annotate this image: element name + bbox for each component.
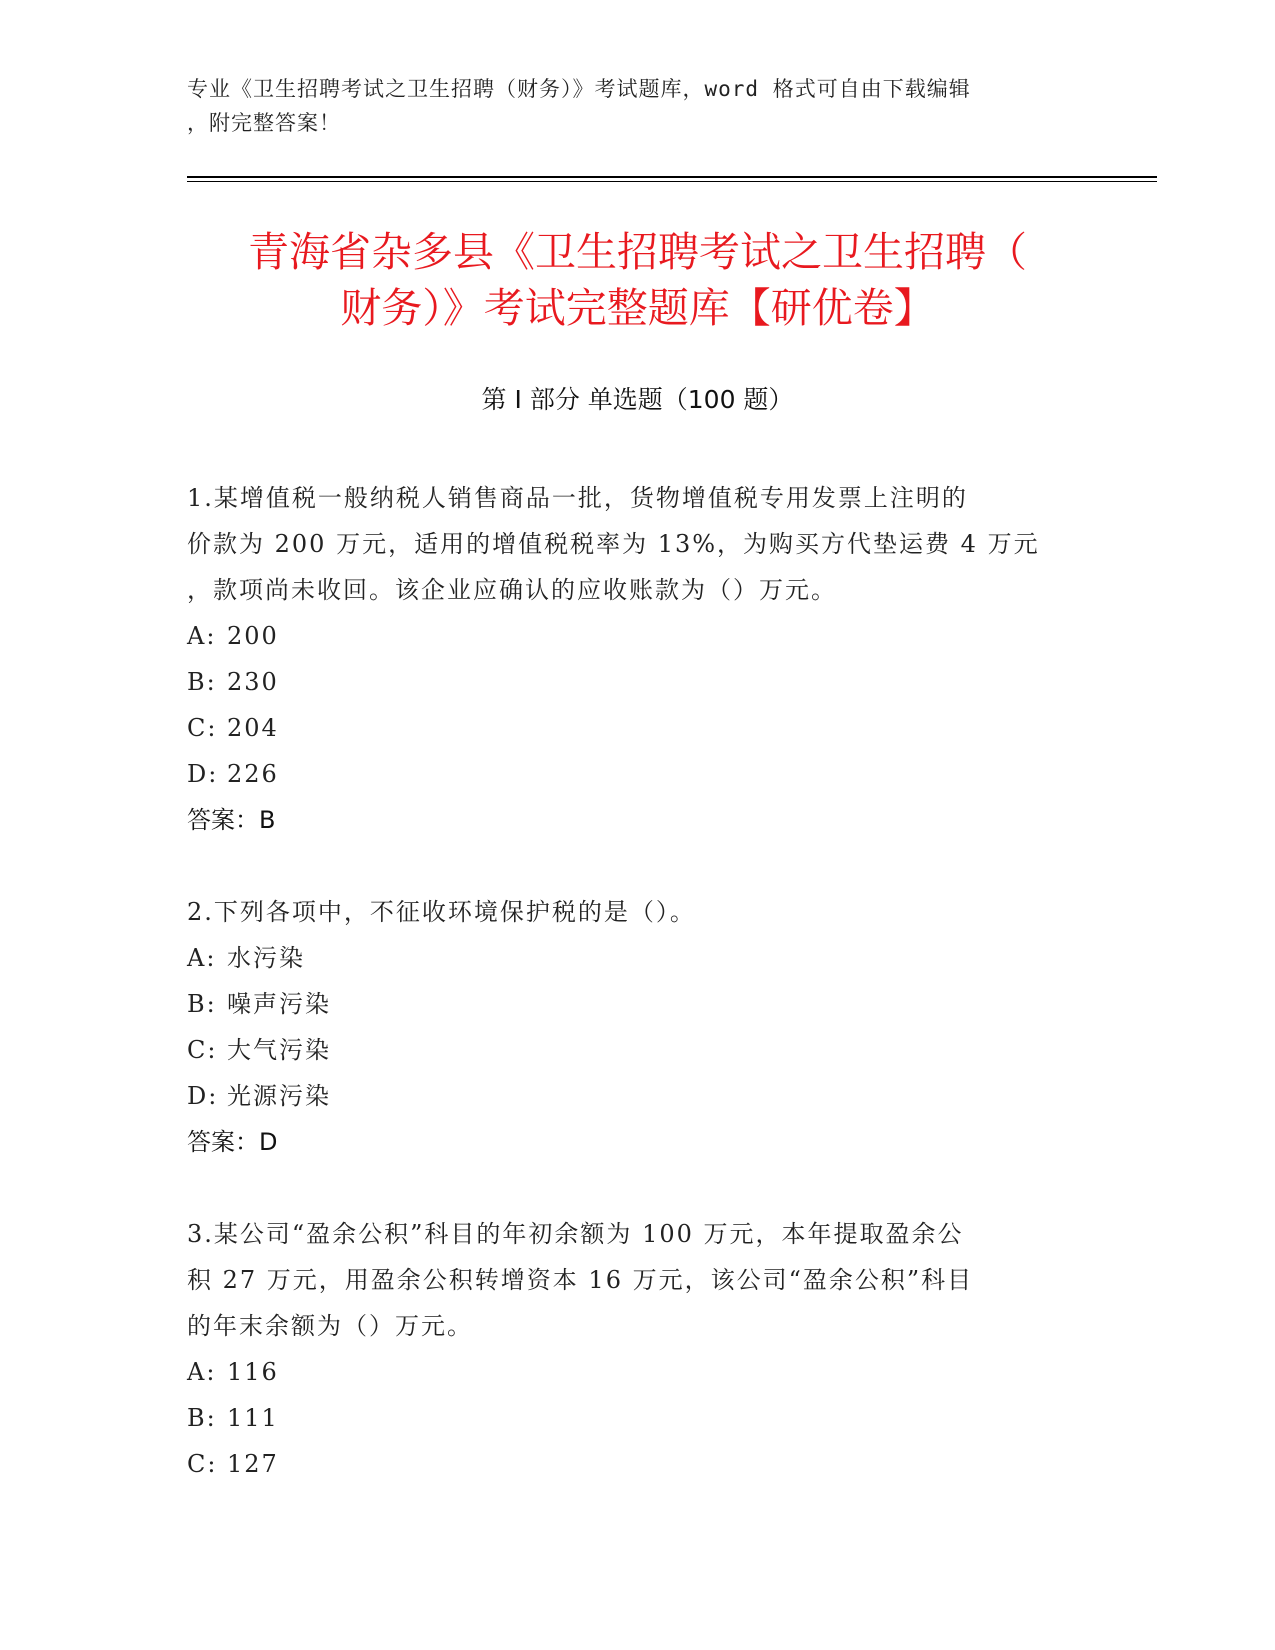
intro-line: 专业《卫生招聘考试之卫生招聘（财务）》考试题库，word 格式可自由下载编辑 bbox=[187, 77, 971, 101]
section-heading: 第 I 部分 单选题（100 题） bbox=[481, 385, 794, 414]
option-text: 200 bbox=[227, 622, 279, 650]
option-letter: A: bbox=[187, 944, 217, 972]
question-stem-line: 3.某公司“盈余公积”科目的年初余额为 100 万元，本年提取盈余公 bbox=[187, 1220, 964, 1248]
option-letter: A: bbox=[187, 1358, 217, 1386]
question-item bbox=[187, 475, 1087, 843]
option-letter: B: bbox=[187, 668, 217, 696]
option-text: 226 bbox=[227, 760, 279, 788]
option-text: 光源污染 bbox=[227, 1082, 331, 1110]
question-option bbox=[187, 1027, 1087, 1073]
option-text: 204 bbox=[227, 714, 279, 742]
option-letter: C: bbox=[187, 1450, 218, 1478]
question-stem-line: 价款为 200 万元，适用的增值税税率为 13%，为购买方代垫运费 4 万元 bbox=[187, 530, 1040, 558]
option-text: 111 bbox=[227, 1404, 279, 1432]
question-option bbox=[187, 1441, 1087, 1487]
question-stem-line: 2.下列各项中，不征收环境保护税的是（）。 bbox=[187, 898, 696, 926]
question-list bbox=[187, 475, 1087, 1533]
option-text: 230 bbox=[227, 668, 279, 696]
question-option bbox=[187, 705, 1087, 751]
question-option bbox=[187, 935, 1087, 981]
document-title bbox=[160, 224, 1115, 336]
intro-line: ，附完整答案！ bbox=[187, 111, 341, 135]
question-option bbox=[187, 613, 1087, 659]
option-letter: A: bbox=[187, 622, 217, 650]
question-option bbox=[187, 751, 1087, 797]
question-option bbox=[187, 981, 1087, 1027]
option-text: 水污染 bbox=[227, 944, 305, 972]
question-option bbox=[187, 1395, 1087, 1441]
title-line: 财务）》考试完整题库【研优卷】 bbox=[340, 284, 935, 332]
title-line: 青海省杂多县《卫生招聘考试之卫生招聘（ bbox=[248, 228, 1027, 276]
option-letter: C: bbox=[187, 714, 218, 742]
question-option bbox=[187, 659, 1087, 705]
question-stem-line: ，款项尚未收回。该企业应确认的应收账款为（）万元。 bbox=[187, 576, 837, 604]
question-option bbox=[187, 1349, 1087, 1395]
header-divider-thick bbox=[187, 176, 1157, 178]
option-text: 噪声污染 bbox=[227, 990, 331, 1018]
option-text: 大气污染 bbox=[227, 1036, 331, 1064]
question-answer: 答案：B bbox=[187, 806, 276, 834]
question-item bbox=[187, 889, 1087, 1165]
question-stem-line: 1.某增值税一般纳税人销售商品一批，货物增值税专用发票上注明的 bbox=[187, 484, 968, 512]
option-text: 116 bbox=[227, 1358, 279, 1386]
option-letter: D: bbox=[187, 760, 219, 788]
question-option bbox=[187, 1073, 1087, 1119]
question-stem-line: 的年末余额为（）万元。 bbox=[187, 1312, 473, 1340]
question-answer: 答案：D bbox=[187, 1128, 278, 1156]
question-stem-line: 积 27 万元，用盈余公积转增资本 16 万元，该公司“盈余公积”科目 bbox=[187, 1266, 974, 1294]
header-divider-thin bbox=[187, 181, 1157, 182]
option-letter: B: bbox=[187, 1404, 217, 1432]
option-letter: D: bbox=[187, 1082, 219, 1110]
option-letter: B: bbox=[187, 990, 217, 1018]
question-item bbox=[187, 1211, 1087, 1487]
intro-text bbox=[187, 72, 1087, 140]
option-text: 127 bbox=[227, 1450, 279, 1478]
option-letter: C: bbox=[187, 1036, 218, 1064]
